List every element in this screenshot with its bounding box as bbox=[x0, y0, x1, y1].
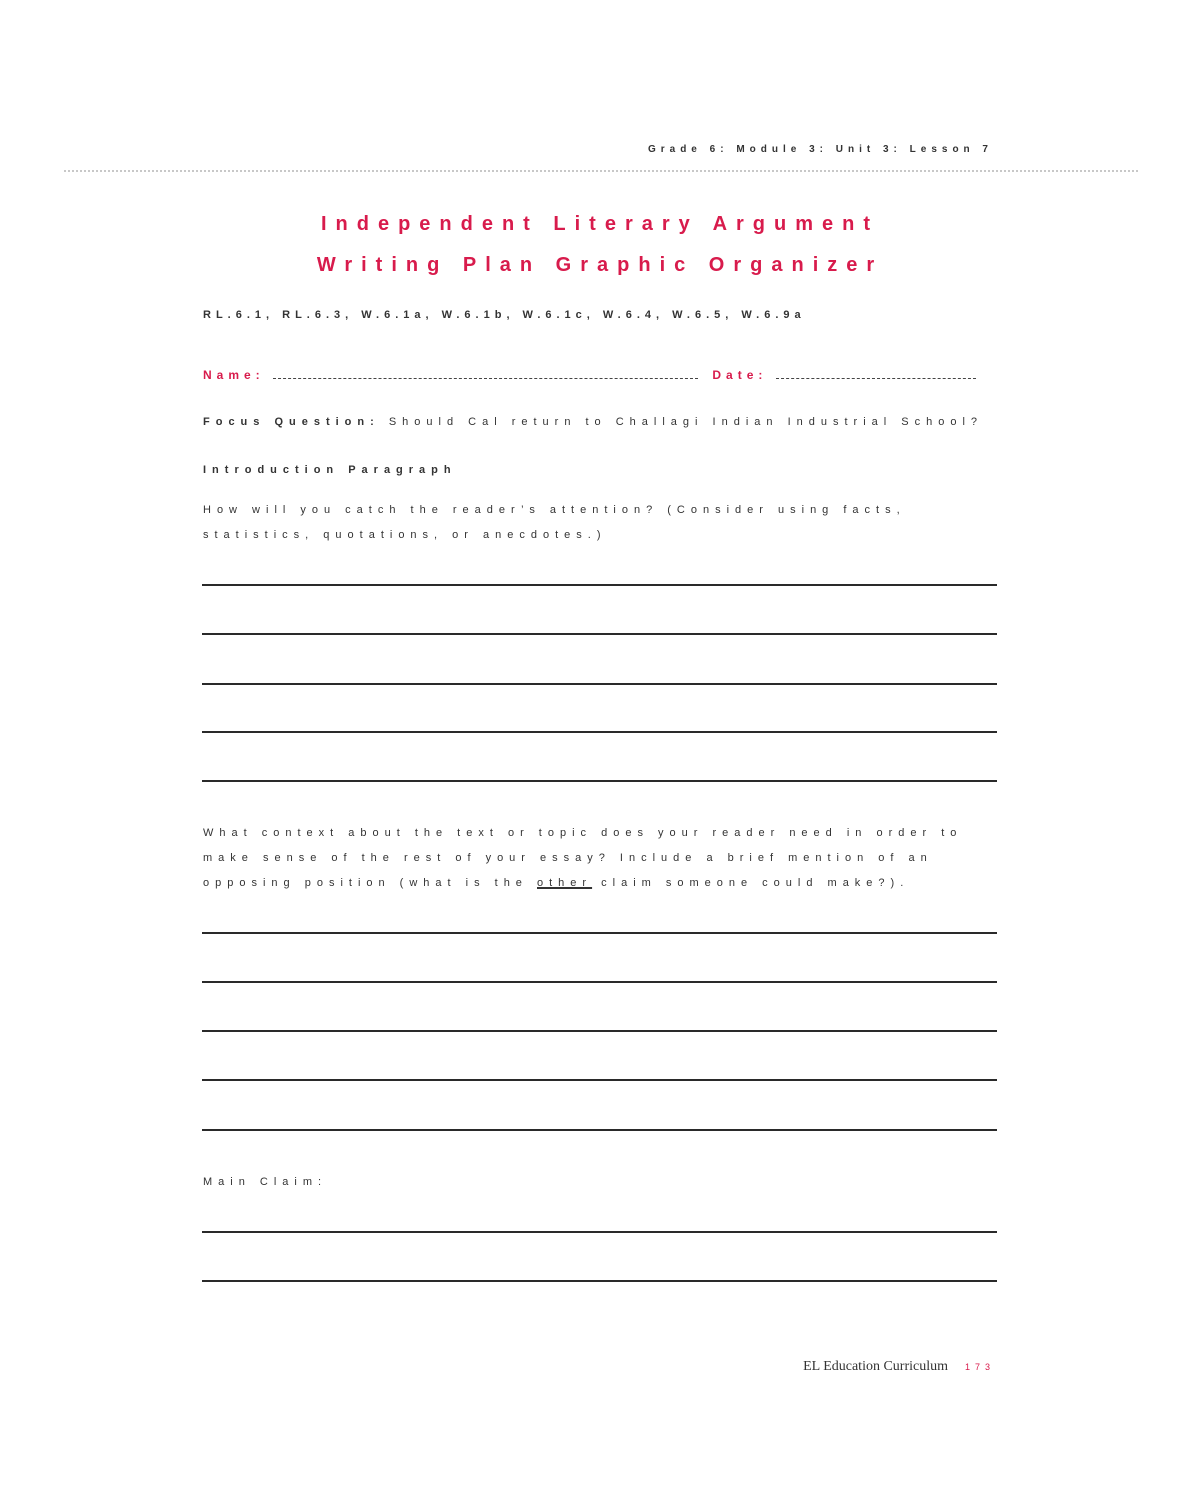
intro-heading: Introduction Paragraph bbox=[203, 464, 457, 476]
main-claim-label: Main Claim: bbox=[203, 1176, 328, 1188]
header-divider bbox=[64, 170, 1138, 172]
context-emphasis: other bbox=[537, 877, 593, 889]
date-label: Date: bbox=[712, 368, 768, 382]
context-writing-line[interactable] bbox=[202, 981, 997, 983]
context-writing-line[interactable] bbox=[202, 1030, 997, 1032]
name-date-row bbox=[203, 366, 1003, 382]
context-prompt-text: What context about the text or topic does your reader need in order to make sense of the rest of your essay? Include a brief mention of an opposing position (what is the bbox=[203, 827, 963, 889]
intro-writing-line[interactable] bbox=[202, 731, 997, 733]
footer-brand: EL Education Curriculum bbox=[803, 1359, 948, 1374]
context-writing-line[interactable] bbox=[202, 932, 997, 934]
intro-writing-line[interactable] bbox=[202, 780, 997, 782]
title-line-2: Writing Plan Graphic Organizer bbox=[316, 254, 884, 276]
intro-writing-line[interactable] bbox=[202, 584, 997, 586]
intro-prompt: How will you catch the reader’s attention? (Consider using facts, statistics, quotations, or anecdotes.) bbox=[203, 504, 906, 541]
context-writing-line[interactable] bbox=[202, 1129, 997, 1131]
context-prompt bbox=[203, 821, 993, 896]
title-line-1: Independent Literary Argument bbox=[320, 213, 880, 235]
page-number: 173 bbox=[964, 1362, 995, 1372]
focus-question-label: Focus Question: bbox=[203, 416, 380, 428]
date-field[interactable] bbox=[776, 366, 976, 379]
claim-writing-line[interactable] bbox=[202, 1280, 997, 1282]
focus-question-text: Should Cal return to Challagi Indian Industrial School? bbox=[388, 416, 984, 428]
context-writing-line[interactable] bbox=[202, 1079, 997, 1081]
intro-writing-line[interactable] bbox=[202, 683, 997, 685]
claim-writing-line[interactable] bbox=[202, 1231, 997, 1233]
focus-question bbox=[203, 410, 1003, 435]
name-label: Name: bbox=[203, 368, 265, 382]
name-field[interactable] bbox=[273, 366, 698, 379]
intro-writing-line[interactable] bbox=[202, 633, 997, 635]
standards-list: RL.6.1, RL.6.3, W.6.1a, W.6.1b, W.6.1c, W.6.4, W.6.5, W.6.9a bbox=[203, 309, 806, 321]
lesson-header: Grade 6: Module 3: Unit 3: Lesson 7 bbox=[647, 144, 993, 155]
context-prompt-end: claim someone could make?). bbox=[601, 877, 910, 889]
